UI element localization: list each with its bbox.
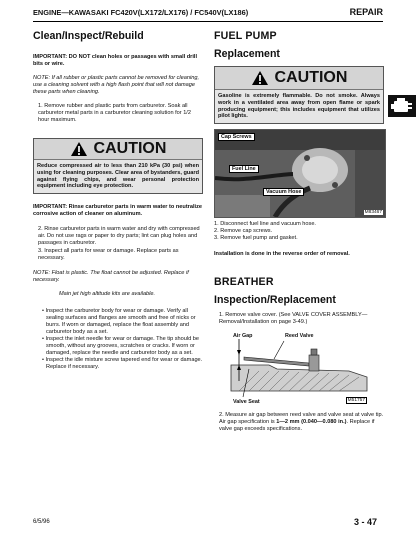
label-valve-seat: Valve Seat bbox=[233, 399, 260, 406]
important-drill: IMPORTANT: DO NOT clean holes or passages with small drill bits or wire. bbox=[33, 54, 198, 67]
caution-compressed-air bbox=[33, 138, 203, 194]
photo-code: M83467 bbox=[364, 210, 382, 216]
air-gap-spec: 1—2 mm (0.040—0.080 in.) bbox=[276, 419, 347, 426]
fp-step-1: 1. Disconnect fuel line and vacuum hose. bbox=[214, 221, 316, 228]
header-title: ENGINE—KAWASAKI FC420V(LX172/LX176) / FC540V(LX186) bbox=[33, 8, 249, 17]
bullet-idle-screw: • Inspect the idle mixture screw tapered end for wear or damage. Replace if necessary. bbox=[42, 357, 203, 371]
note-altitude: Main jet high altitude kits are available. bbox=[59, 291, 156, 298]
fuel-pump-photo bbox=[214, 129, 386, 218]
header-section: REPAIR bbox=[349, 7, 383, 17]
step-3-inspect: 3. Inspect all parts for wear or damage. Replace parts as necessary. bbox=[38, 248, 179, 262]
bullet-needle: • Inspect the inlet needle for wear or damage. The tip should be smooth, without any grooves, scratches or cracks. If worn or damaged, replace the needle and carburetor body as a set. bbox=[42, 336, 200, 357]
reed-valve-diagram bbox=[229, 331, 369, 409]
caution-text: Reduce compressed air to less than 210 kPa (30 psi) when using for cleaning purposes. Clear area of bystanders, guard against flying chips, and wear personal protection equipment including eye protection. bbox=[34, 160, 202, 193]
caution-title: CAUTION bbox=[93, 140, 167, 157]
bullet-body: • Inspect the carburetor body for wear or damage. Verify all sealing surfaces and flanges are smooth and free of nicks or burrs. If worn or damaged, replace the float assembly and carburetor body as a set. bbox=[42, 308, 196, 336]
br-step-1: 1. Remove valve cover. (See VALVE COVER ASSEMBLY—Removal/Installation on page 3-49.) bbox=[219, 312, 368, 326]
air-gap-text: 2. Measure air gap between reed valve and valve seat at valve tip. Air gap specification is bbox=[219, 412, 384, 426]
fp-step-3: 3. Remove fuel pump and gasket. bbox=[214, 235, 298, 242]
warning-icon bbox=[70, 141, 88, 157]
note-solvent: NOTE: If all rubber or plastic parts cannot be removed for cleaning, use a cleaning solvent with a high flash point that will not damage these parts when cleaning. bbox=[33, 75, 200, 95]
important-rinse: IMPORTANT: Rinse carburetor parts in warm water to neutralize corrosive action of cleaner on aluminum. bbox=[33, 204, 202, 218]
fuel-pump-photo-art bbox=[215, 130, 385, 217]
page-header bbox=[33, 5, 383, 22]
replacement-title: Replacement bbox=[214, 48, 280, 60]
caution-gasoline bbox=[214, 66, 384, 124]
label-fuel-line: Fuel Line bbox=[229, 165, 259, 173]
step-1-soak: 1. Remove rubber and plastic parts from carburetor. Soak all carburetor metal parts in a carburetor cleaning solution for 1/2 hour maximum. bbox=[38, 103, 191, 123]
footer-date: 6/5/96 bbox=[33, 519, 50, 525]
label-cap-screws: Cap Screws bbox=[218, 133, 255, 141]
warning-icon bbox=[251, 70, 269, 86]
air-gap-text-end: . Replace if valve gap exceeds specifications. bbox=[219, 419, 375, 433]
br-step-2 bbox=[214, 412, 384, 433]
fuel-pump-heading: FUEL PUMP bbox=[214, 30, 277, 42]
clean-inspect-title: Clean/Inspect/Rebuild bbox=[33, 30, 144, 42]
diagram-code: M51757 bbox=[347, 398, 365, 404]
section-tab bbox=[388, 95, 416, 117]
reverse-order-note: Installation is done in the reverse order of removal. bbox=[214, 251, 350, 258]
caution-text: Gasoline is extremely flammable. Do not smoke. Always work in a ventilated area away from open flame or spark producing equipment; this includes equipment that utilizes pilot lights. bbox=[215, 90, 383, 123]
page-number: 3 - 47 bbox=[354, 517, 378, 527]
note-float: NOTE: Float is plastic. The float cannot be adjusted. Replace if necessary. bbox=[33, 270, 189, 284]
caution-title: CAUTION bbox=[274, 69, 348, 86]
label-air-gap: Air Gap bbox=[233, 333, 253, 340]
breather-heading: BREATHER bbox=[214, 276, 274, 289]
inspection-title: Inspection/Replacement bbox=[214, 294, 336, 307]
right-column bbox=[214, 30, 384, 433]
label-vacuum-hose: Vacuum Hose bbox=[263, 188, 304, 196]
engine-icon bbox=[388, 95, 416, 117]
label-reed-valve: Reed Valve bbox=[285, 333, 314, 340]
left-column bbox=[33, 30, 203, 371]
fp-step-2: 2. Remove cap screws. bbox=[214, 228, 273, 235]
step-2-rinse: 2. Rinse carburetor parts in warm water and dry with compressed air. Do not use rags or paper to dry parts; lint can plug holes and passages in carburetor. bbox=[38, 226, 200, 247]
